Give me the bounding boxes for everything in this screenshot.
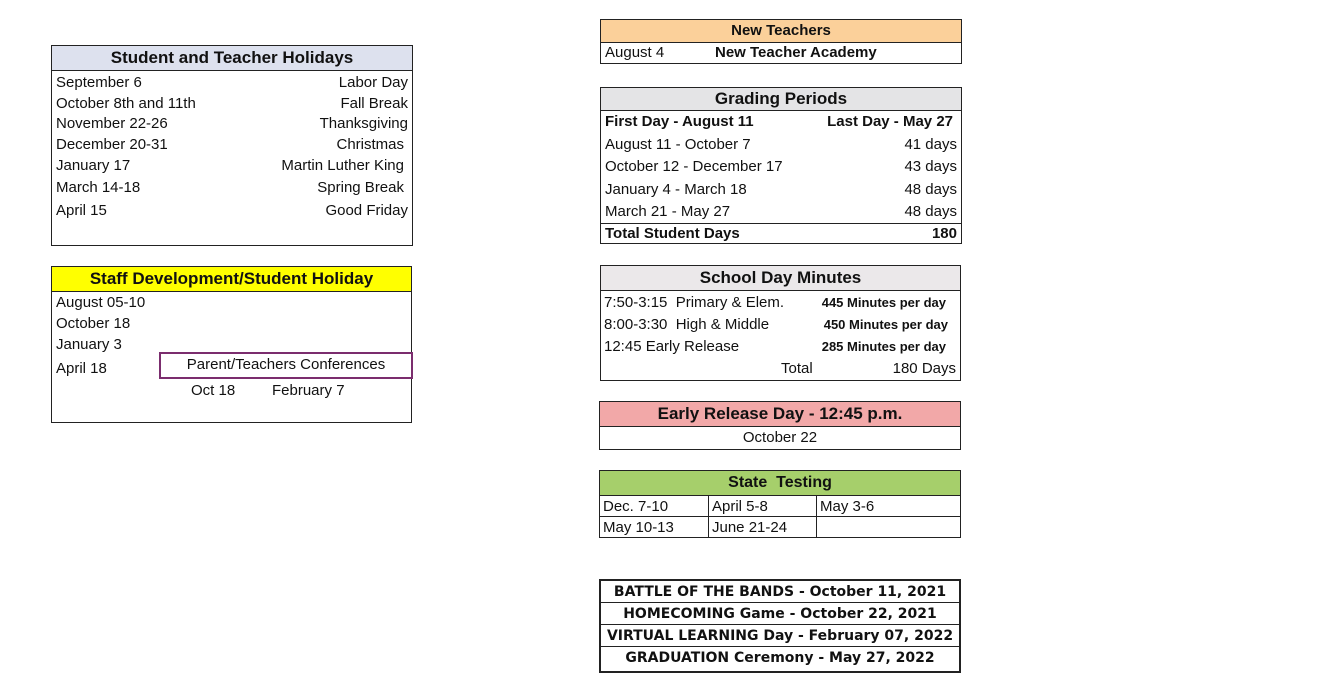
grading-row bbox=[601, 156, 961, 178]
minutes-total-label: Total bbox=[781, 360, 813, 377]
new-teachers-date: August 4 bbox=[605, 44, 665, 61]
minutes-title: School Day Minutes bbox=[601, 266, 960, 291]
grading-row bbox=[601, 178, 961, 201]
holiday-date: December 20-31 bbox=[56, 135, 168, 153]
grading-days: 48 days bbox=[904, 181, 957, 198]
testing-cell: May 3-6 bbox=[817, 496, 960, 517]
testing-cell: Dec. 7-10 bbox=[600, 496, 709, 517]
holiday-date: January 17 bbox=[56, 157, 131, 174]
state-testing-grid bbox=[600, 496, 960, 538]
holiday-row bbox=[52, 199, 412, 222]
grading-row bbox=[601, 133, 961, 156]
new-teachers-event: New Teacher Academy bbox=[715, 44, 877, 61]
state-testing-table bbox=[599, 470, 961, 538]
school-day-minutes-table bbox=[600, 265, 961, 381]
holiday-date: October 8th and 11th bbox=[56, 94, 196, 112]
holiday-date: April 15 bbox=[56, 202, 107, 219]
holiday-date: November 22-26 bbox=[56, 115, 168, 132]
holiday-name: Christmas bbox=[336, 135, 404, 153]
event-row: HOMECOMING Game - October 22, 2021 bbox=[601, 603, 959, 625]
grading-row bbox=[601, 201, 961, 223]
minutes-total-value: 180 Days bbox=[892, 360, 956, 377]
minutes-row bbox=[601, 291, 960, 314]
grading-title: Grading Periods bbox=[601, 88, 961, 111]
holiday-name: Spring Break bbox=[317, 179, 404, 196]
minutes-value: 450 Minutes per day bbox=[823, 317, 948, 332]
new-teachers-row bbox=[601, 43, 961, 63]
events-table bbox=[599, 579, 961, 673]
holiday-date: September 6 bbox=[56, 74, 142, 91]
grading-first-day: First Day - August 11 bbox=[605, 113, 754, 130]
grading-total-row bbox=[601, 223, 961, 243]
minutes-value: 445 Minutes per day bbox=[821, 295, 946, 310]
holiday-row bbox=[52, 155, 412, 177]
holiday-name: Thanksgiving bbox=[319, 115, 408, 132]
state-testing-title: State Testing bbox=[600, 471, 960, 496]
minutes-value: 285 Minutes per day bbox=[821, 339, 946, 354]
new-teachers-title: New Teachers bbox=[601, 20, 961, 43]
holiday-name: Good Friday bbox=[325, 202, 408, 219]
grading-days: 41 days bbox=[904, 136, 957, 153]
new-teachers-table bbox=[600, 19, 962, 64]
holiday-name: Labor Day bbox=[338, 74, 408, 91]
staff-development-table bbox=[51, 266, 412, 423]
grading-days: 43 days bbox=[904, 158, 957, 175]
grading-range: March 21 - May 27 bbox=[605, 203, 731, 220]
staff-date: January 3 bbox=[56, 336, 122, 353]
grading-range: August 11 - October 7 bbox=[605, 136, 751, 153]
minutes-total-row bbox=[601, 358, 960, 379]
holiday-date: March 14-18 bbox=[56, 179, 141, 196]
grading-total-label: Total Student Days bbox=[605, 225, 740, 242]
holiday-row bbox=[52, 135, 412, 156]
early-release-date: October 22 bbox=[742, 429, 818, 446]
holiday-name: Martin Luther King bbox=[281, 157, 404, 174]
early-release-table bbox=[599, 401, 961, 450]
holidays-title: Student and Teacher Holidays bbox=[52, 46, 412, 71]
minutes-row bbox=[601, 336, 960, 358]
minutes-label: 12:45 Early Release bbox=[604, 338, 740, 355]
staff-date: October 18 bbox=[56, 315, 131, 332]
grading-header-row bbox=[601, 111, 961, 133]
conference-date: Oct 18 bbox=[191, 382, 236, 399]
grading-days: 48 days bbox=[904, 203, 957, 220]
testing-cell: June 21-24 bbox=[709, 517, 817, 538]
staff-date: August 05-10 bbox=[56, 294, 146, 311]
holiday-row bbox=[52, 177, 412, 199]
holiday-row bbox=[52, 94, 412, 115]
grading-total-value: 180 bbox=[931, 225, 957, 242]
staff-date: April 18 bbox=[56, 360, 107, 377]
holidays-table bbox=[51, 45, 413, 246]
minutes-row bbox=[601, 314, 960, 336]
holiday-name: Fall Break bbox=[340, 94, 408, 112]
grading-range: October 12 - December 17 bbox=[605, 158, 783, 175]
testing-cell bbox=[817, 517, 960, 538]
conference-date: February 7 bbox=[272, 382, 345, 399]
holiday-row bbox=[52, 114, 412, 135]
grading-periods-table bbox=[600, 87, 962, 244]
grading-range: January 4 - March 18 bbox=[605, 181, 747, 198]
early-release-title: Early Release Day - 12:45 p.m. bbox=[600, 402, 960, 427]
staff-title: Staff Development/Student Holiday bbox=[52, 267, 411, 292]
event-row: VIRTUAL LEARNING Day - February 07, 2022 bbox=[601, 625, 959, 647]
holiday-row bbox=[52, 73, 412, 94]
conference-title: Parent/Teachers Conferences bbox=[159, 352, 413, 379]
event-row: BATTLE OF THE BANDS - October 11, 2021 bbox=[601, 581, 959, 603]
minutes-label: 8:00-3:30 High & Middle bbox=[604, 316, 770, 333]
testing-cell: April 5-8 bbox=[709, 496, 817, 517]
testing-cell: May 10-13 bbox=[600, 517, 709, 538]
grading-last-day: Last Day - May 27 bbox=[827, 113, 953, 130]
event-row: GRADUATION Ceremony - May 27, 2022 bbox=[625, 650, 935, 666]
minutes-label: 7:50-3:15 Primary & Elem. bbox=[604, 294, 785, 311]
